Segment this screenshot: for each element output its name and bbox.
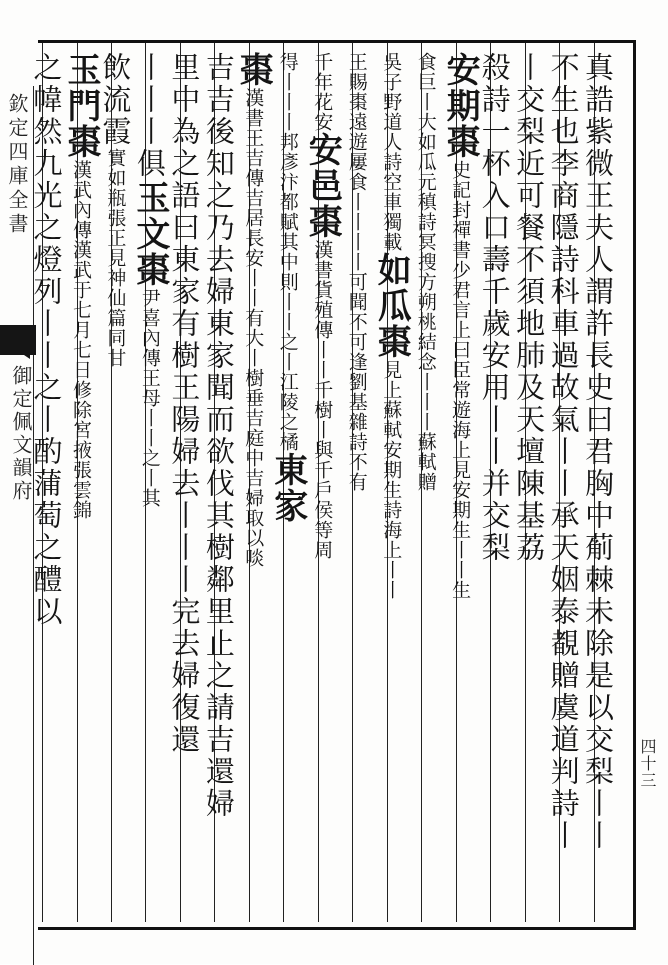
text-column — [581, 52, 627, 918]
text-column — [167, 52, 213, 918]
text-column — [233, 52, 282, 918]
text-run: 得丨丨丨 — [276, 52, 299, 132]
text-column — [546, 52, 592, 918]
text-run: 見上蘇軾安期生詩海上丨丨 — [380, 360, 403, 600]
text-run: 之幃然九光之燈列丨丨之丨酌蒲萄之醴以 — [29, 52, 64, 628]
headword: 玉門棗 — [61, 52, 101, 160]
text-run: 漢書貨殖傳丨丨千樹丨與千戶侯等周 — [311, 240, 334, 560]
text-run: 千年花安 — [311, 52, 334, 132]
text-run: 不生也李商隱詩科車過故氣丨丨承天姻泰覩贈虞道判詩丨 — [546, 52, 581, 852]
headword: 安邑棗 — [302, 132, 343, 240]
text-column — [302, 52, 351, 918]
text-run: 殺詩一杯入口壽千歲安用丨丨并交梨 — [477, 52, 512, 564]
text-run: 吉吉後知之乃去婦東家聞而欲伐其樹鄰里止之請吉還婦 — [201, 52, 236, 820]
collection-title: 欽定四庫全書 — [5, 93, 29, 237]
text-column — [345, 52, 385, 918]
text-run: 實如瓶張正見神仙篇同甘 — [104, 148, 127, 368]
text-column — [129, 52, 178, 918]
text-column — [61, 52, 110, 918]
text-column — [29, 52, 75, 918]
text-run: 尹喜內傳王母丨丨之丨其 — [138, 288, 161, 508]
page-number: 四十三 — [638, 738, 657, 789]
headword: 如瓜棗 — [371, 252, 412, 360]
text-run: 漢武內傳漢武于七月七日修除宮掖張雲錦 — [70, 160, 92, 520]
text-run: 史記封禪書少君言上曰臣常遊海上見安期生丨丨生 — [449, 160, 472, 600]
text-column — [371, 52, 420, 918]
text-column — [98, 52, 144, 918]
text-column — [512, 52, 558, 918]
headword: 棗 — [233, 52, 274, 88]
text-run: 吳子野道人詩空車獨載 — [380, 52, 403, 252]
text-column — [440, 52, 489, 918]
text-run: 丨丨丨俱 — [132, 52, 167, 180]
text-run: 王賜棗遠遊屢食丨丨丨 — [345, 52, 368, 252]
text-run: 漢書王吉傳吉居長安丨丨有大丨樹垂吉庭中吉婦取以啖 — [242, 88, 265, 568]
text-column — [477, 52, 523, 918]
text-run: 丨可聞不可逢劉基雜詩不有 — [345, 252, 368, 492]
text-run: 陽婦去丨丨丨完去婦復還 — [167, 404, 202, 756]
headword: 東家 — [267, 452, 308, 524]
headword: 玉文棗 — [129, 180, 170, 288]
text-run: 真誥紫微王夫人謂許長史曰君胸中葪棘未除是以交梨丨丨 — [581, 52, 615, 852]
text-column — [267, 52, 316, 918]
headword: 安期棗 — [440, 52, 481, 160]
book-title: 御定佩文韻府 — [9, 365, 33, 503]
text-run: 邦彥汴都賦其中則丨丨之丨江陵之橘 — [276, 132, 299, 452]
text-run: 里中為之語曰東家有樹王 — [167, 52, 202, 404]
text-run: 丨交梨近可餐不須地肺及天壇陳基荔 — [512, 52, 547, 564]
text-run: 食巨丨大如瓜元稹詩冥搜方朔桃結念丨丨丨蘇軾贈 — [414, 52, 437, 492]
text-column — [414, 52, 454, 918]
text-column — [201, 52, 247, 918]
text-run: 飲流霞 — [98, 52, 133, 148]
